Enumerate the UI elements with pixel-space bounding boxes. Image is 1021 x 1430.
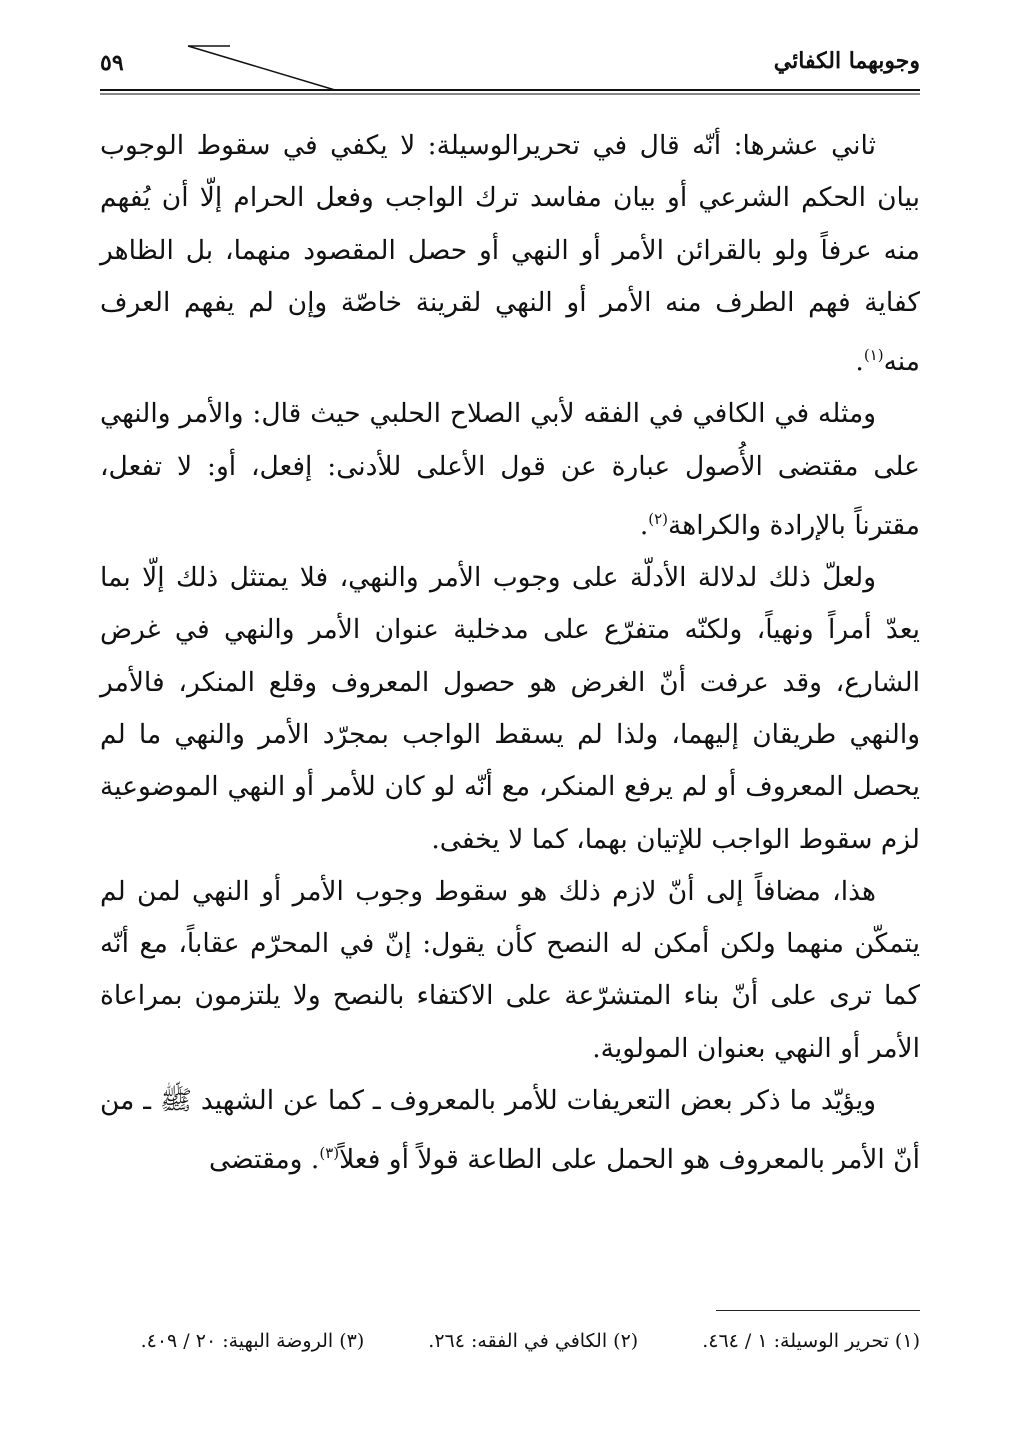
footnotes: [100, 1326, 920, 1356]
page-header: [100, 40, 920, 96]
footnote: (١) تحرير الوسيلة: ١ / ٤٦٤.: [702, 1330, 920, 1352]
paragraph-text: هذا، مضافاً إلى أنّ لازم ذلك هو سقوط وجوب الأمر أو النهي لمن لم يتمكّن منهما ولكن أمكن له النصح كأن يقول: إنّ في المحرّم عقاباً، مع أنّه كما ترى على أنّ بناء المتشرّعة على الاكتفاء بالنصح ولا يلتزمون بمراعاة الأمر أو النهي بعنوان المولوية.: [100, 875, 920, 1064]
footnote-ref: (٢): [648, 509, 669, 528]
paragraph-text: ثاني عشرها: أنّه قال في تحريرالوسيلة: لا يكفي في سقوط الوجوب بيان الحكم الشرعي أو بيان مفاسد ترك الواجب وفعل الحرام إلّا أن يُفهم منه عرفاً ولو بالقرائن الأمر أو النهي أو حصل المقصود منهما، بل الظاهر كفاية فهم الطرف منه الأمر أو النهي لقرينة خاصّة وإن لم يفهم العرف منه: [100, 130, 920, 378]
paragraph: [100, 866, 920, 1075]
main-text: [100, 120, 920, 1186]
footnote-separator: [716, 1310, 920, 1311]
footnote: (٣) الروضة البهية: ٢٠ / ٤٠٩.: [140, 1330, 365, 1352]
paragraph: [100, 1075, 920, 1186]
paragraph-text: ويؤيّد ما ذكر بعض التعريفات للأمر بالمعروف ـ كما عن الشهيد ﷺ ـ من أنّ الأمر بالمعروف هو الحمل على الطاعة قولاً أو فعلاً: [100, 1085, 920, 1176]
page-number: ٥٩: [100, 50, 124, 76]
paragraph-tail: . ومقتضى: [209, 1144, 320, 1176]
paragraph-text: ومثله في الكافي في الفقه لأبي الصلاح الحلبي حيث قال: والأمر والنهي على مقتضى الأُصول عبارة عن قول الأعلى للأدنى: إفعل، أو: لا تفعل، مقترناً بالإرادة والكراهة: [100, 398, 920, 541]
paragraph-tail: .: [855, 346, 864, 378]
paragraph: [100, 120, 920, 388]
footnote: (٢) الكافي في الفقه: ٢٦٤.: [428, 1330, 639, 1352]
footnote-ref: (٣): [319, 1144, 340, 1163]
running-title: وجوبهما الكفائي: [773, 48, 920, 74]
paragraph-text: ولعلّ ذلك لدلالة الأدلّة على وجوب الأمر والنهي، فلا يمتثل ذلك إلّا بما يعدّ أمراً ونهياً، ولكنّه متفرّع على مدخلية عنوان الأمر والنهي في غرض الشارع، وقد عرفت أنّ الغرض هو حصول المعروف وقلع المنكر، فالأمر والنهي طريقان إليهما، ولذا لم يسقط الواجب بمجرّد الأمر والنهي ما لم يحصل المعروف أو لم يرفع المنكر، مع أنّه لو كان للأمر أو النهي الموضوعية لزم سقوط الواجب للإتيان بهما، كما لا يخفى.: [100, 562, 920, 855]
paragraph: [100, 388, 920, 552]
paragraph-tail: .: [639, 509, 649, 541]
footnote-ref: (١): [863, 346, 884, 365]
paragraph: [100, 552, 920, 866]
